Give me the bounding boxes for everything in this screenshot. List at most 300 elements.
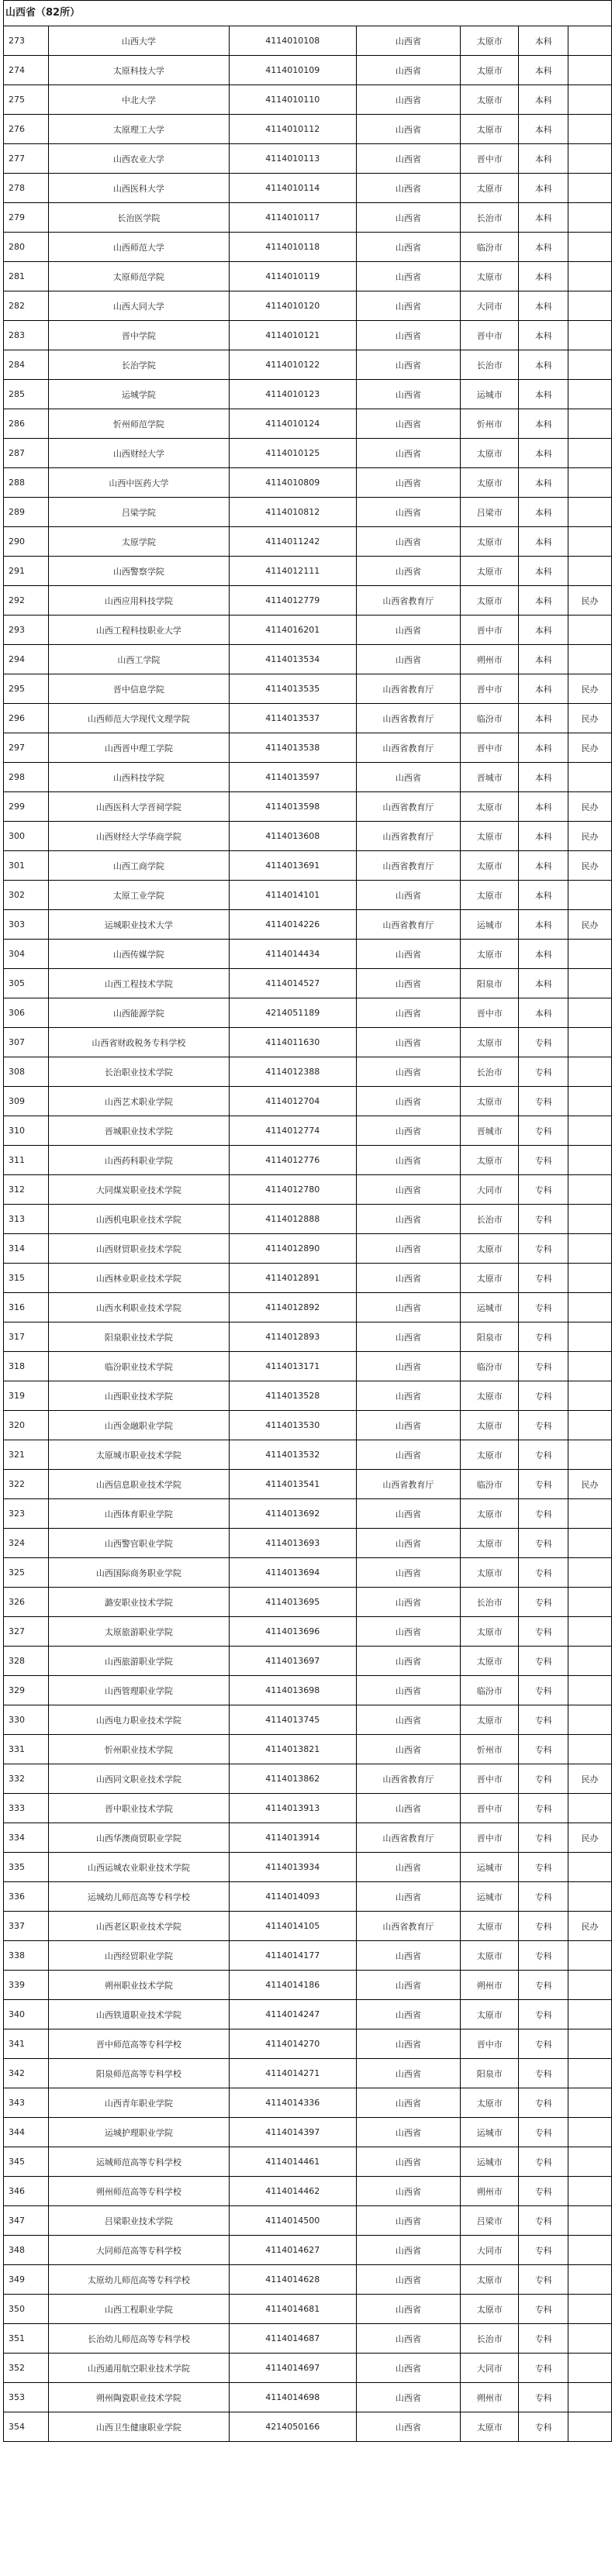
level-cell: 专科 <box>519 1322 568 1352</box>
table-row <box>4 1381 612 1411</box>
level-cell: 专科 <box>519 1705 568 1735</box>
school-code-cell: 4114011242 <box>229 527 356 557</box>
level-cell: 本科 <box>519 645 568 674</box>
city-cell: 临汾市 <box>461 233 519 262</box>
school-name-cell: 山西水利职业技术学院 <box>48 1293 229 1322</box>
authority-cell: 山西省 <box>356 85 461 115</box>
table-row <box>4 2412 612 2442</box>
authority-cell: 山西省 <box>356 2059 461 2088</box>
row-index-cell: 278 <box>4 174 49 203</box>
table-row <box>4 439 612 468</box>
level-cell: 本科 <box>519 527 568 557</box>
row-index-cell: 277 <box>4 144 49 174</box>
school-code-cell: 4114012893 <box>229 1322 356 1352</box>
table-row <box>4 645 612 674</box>
remark-cell: 民办 <box>568 586 612 616</box>
school-name-cell: 山西农业大学 <box>48 144 229 174</box>
school-code-cell: 4214051189 <box>229 998 356 1028</box>
city-cell: 忻州市 <box>461 1735 519 1764</box>
remark-cell <box>568 26 612 56</box>
school-name-cell: 山西通用航空职业技术学院 <box>48 2354 229 2383</box>
city-cell: 朔州市 <box>461 645 519 674</box>
row-index-cell: 312 <box>4 1175 49 1205</box>
row-index-cell: 273 <box>4 26 49 56</box>
school-name-cell: 山西铁道职业技术学院 <box>48 2000 229 2029</box>
row-index-cell: 331 <box>4 1735 49 1764</box>
remark-cell <box>568 1735 612 1764</box>
remark-cell: 民办 <box>568 1764 612 1794</box>
city-cell: 晋中市 <box>461 1764 519 1794</box>
city-cell: 晋中市 <box>461 733 519 763</box>
school-code-cell: 4114013528 <box>229 1381 356 1411</box>
table-row <box>4 174 612 203</box>
school-name-cell: 运城职业技术大学 <box>48 910 229 940</box>
level-cell: 专科 <box>519 2265 568 2295</box>
table-row <box>4 291 612 321</box>
school-name-cell: 山西国际商务职业学院 <box>48 1558 229 1588</box>
remark-cell <box>568 1146 612 1175</box>
school-name-cell: 潞安职业技术学院 <box>48 1588 229 1617</box>
school-name-cell: 运城护理职业学院 <box>48 2118 229 2147</box>
school-name-cell: 山西师范大学 <box>48 233 229 262</box>
authority-cell: 山西省 <box>356 1735 461 1764</box>
level-cell: 专科 <box>519 1293 568 1322</box>
remark-cell <box>568 1322 612 1352</box>
authority-cell: 山西省 <box>356 56 461 85</box>
school-name-cell: 山西体育职业学院 <box>48 1499 229 1529</box>
level-cell: 专科 <box>519 2177 568 2206</box>
city-cell: 太原市 <box>461 1087 519 1116</box>
level-cell: 本科 <box>519 792 568 822</box>
level-cell: 专科 <box>519 2000 568 2029</box>
school-name-cell: 山西华澳商贸职业学院 <box>48 1823 229 1853</box>
table-row <box>4 1411 612 1440</box>
authority-cell: 山西省教育厅 <box>356 1764 461 1794</box>
school-code-cell: 4114013821 <box>229 1735 356 1764</box>
authority-cell: 山西省 <box>356 1676 461 1705</box>
city-cell: 吕梁市 <box>461 2206 519 2236</box>
level-cell: 本科 <box>519 350 568 380</box>
city-cell: 大同市 <box>461 1175 519 1205</box>
school-name-cell: 山西工程职业学院 <box>48 2295 229 2324</box>
level-cell: 本科 <box>519 321 568 350</box>
school-code-cell: 4114014093 <box>229 1882 356 1912</box>
table-row <box>4 1057 612 1087</box>
level-cell: 本科 <box>519 616 568 645</box>
city-cell: 太原市 <box>461 1705 519 1735</box>
table-row <box>4 2236 612 2265</box>
level-cell: 本科 <box>519 262 568 291</box>
table-row <box>4 1617 612 1647</box>
level-cell: 专科 <box>519 1647 568 1676</box>
remark-cell <box>568 881 612 910</box>
table-row <box>4 822 612 851</box>
school-name-cell: 山西同文职业技术学院 <box>48 1764 229 1794</box>
remark-cell <box>568 115 612 144</box>
authority-cell: 山西省 <box>356 881 461 910</box>
table-row <box>4 262 612 291</box>
table-row <box>4 2354 612 2383</box>
level-cell: 本科 <box>519 822 568 851</box>
table-row <box>4 233 612 262</box>
level-cell: 专科 <box>519 2324 568 2354</box>
school-code-cell: 4114013598 <box>229 792 356 822</box>
school-name-cell: 长治幼儿师范高等专科学校 <box>48 2324 229 2354</box>
row-index-cell: 314 <box>4 1234 49 1264</box>
level-cell: 专科 <box>519 2088 568 2118</box>
authority-cell: 山西省 <box>356 2147 461 2177</box>
city-cell: 太原市 <box>461 1499 519 1529</box>
authority-cell: 山西省 <box>356 1705 461 1735</box>
row-index-cell: 283 <box>4 321 49 350</box>
school-code-cell: 4114013608 <box>229 822 356 851</box>
level-cell: 专科 <box>519 1116 568 1146</box>
row-index-cell: 330 <box>4 1705 49 1735</box>
row-index-cell: 353 <box>4 2383 49 2412</box>
table-row <box>4 940 612 969</box>
city-cell: 晋中市 <box>461 1794 519 1823</box>
school-code-cell: 4114014461 <box>229 2147 356 2177</box>
city-cell: 太原市 <box>461 1381 519 1411</box>
school-name-cell: 山西药科职业学院 <box>48 1146 229 1175</box>
authority-cell: 山西省 <box>356 1588 461 1617</box>
authority-cell: 山西省 <box>356 144 461 174</box>
table-row <box>4 1028 612 1057</box>
school-name-cell: 大同师范高等专科学校 <box>48 2236 229 2265</box>
row-index-cell: 339 <box>4 1971 49 2000</box>
row-index-cell: 291 <box>4 557 49 586</box>
school-code-cell: 4114013597 <box>229 763 356 792</box>
authority-cell: 山西省 <box>356 262 461 291</box>
level-cell: 专科 <box>519 2029 568 2059</box>
table-row <box>4 1293 612 1322</box>
school-name-cell: 山西职业技术学院 <box>48 1381 229 1411</box>
city-cell: 太原市 <box>461 1941 519 1971</box>
school-code-cell: 4114012388 <box>229 1057 356 1087</box>
row-index-cell: 280 <box>4 233 49 262</box>
row-index-cell: 299 <box>4 792 49 822</box>
school-name-cell: 山西经贸职业学院 <box>48 1941 229 1971</box>
school-code-cell: 4114012890 <box>229 1234 356 1264</box>
authority-cell: 山西省 <box>356 1087 461 1116</box>
school-code-cell: 4114014397 <box>229 2118 356 2147</box>
authority-cell: 山西省 <box>356 439 461 468</box>
school-name-cell: 山西医科大学晋祠学院 <box>48 792 229 822</box>
school-name-cell: 晋城职业技术学院 <box>48 1116 229 1146</box>
school-code-cell: 4114010114 <box>229 174 356 203</box>
city-cell: 长治市 <box>461 350 519 380</box>
authority-cell: 山西省 <box>356 380 461 409</box>
school-name-cell: 朔州职业技术学院 <box>48 1971 229 2000</box>
school-code-cell: 4114012704 <box>229 1087 356 1116</box>
school-name-cell: 山西师范大学现代文理学院 <box>48 704 229 733</box>
city-cell: 阳泉市 <box>461 969 519 998</box>
table-row <box>4 1764 612 1794</box>
city-cell: 太原市 <box>461 1529 519 1558</box>
level-cell: 专科 <box>519 1794 568 1823</box>
remark-cell: 民办 <box>568 822 612 851</box>
level-cell: 本科 <box>519 56 568 85</box>
level-cell: 专科 <box>519 2295 568 2324</box>
remark-cell <box>568 1941 612 1971</box>
level-cell: 专科 <box>519 1352 568 1381</box>
table-row <box>4 2147 612 2177</box>
level-cell: 专科 <box>519 1735 568 1764</box>
city-cell: 晋中市 <box>461 144 519 174</box>
city-cell: 太原市 <box>461 822 519 851</box>
row-index-cell: 293 <box>4 616 49 645</box>
school-name-cell: 山西能源学院 <box>48 998 229 1028</box>
school-name-cell: 运城师范高等专科学校 <box>48 2147 229 2177</box>
school-code-cell: 4114012774 <box>229 1116 356 1146</box>
row-index-cell: 316 <box>4 1293 49 1322</box>
authority-cell: 山西省 <box>356 1057 461 1087</box>
remark-cell <box>568 85 612 115</box>
school-code-cell: 4114013171 <box>229 1352 356 1381</box>
school-code-cell: 4114010124 <box>229 409 356 439</box>
table-row <box>4 616 612 645</box>
city-cell: 太原市 <box>461 2295 519 2324</box>
table-row <box>4 1499 612 1529</box>
level-cell: 本科 <box>519 851 568 881</box>
table-row <box>4 2383 612 2412</box>
table-row <box>4 1322 612 1352</box>
remark-cell <box>568 2118 612 2147</box>
table-row <box>4 1234 612 1264</box>
school-name-cell: 运城学院 <box>48 380 229 409</box>
row-index-cell: 297 <box>4 733 49 763</box>
school-code-cell: 4114010109 <box>229 56 356 85</box>
school-name-cell: 山西大学 <box>48 26 229 56</box>
school-name-cell: 山西老区职业技术学院 <box>48 1912 229 1941</box>
school-name-cell: 忻州师范学院 <box>48 409 229 439</box>
city-cell: 运城市 <box>461 2147 519 2177</box>
remark-cell <box>568 2412 612 2442</box>
school-name-cell: 山西电力职业技术学院 <box>48 1705 229 1735</box>
authority-cell: 山西省 <box>356 2236 461 2265</box>
remark-cell <box>568 1529 612 1558</box>
authority-cell: 山西省 <box>356 115 461 144</box>
level-cell: 本科 <box>519 557 568 586</box>
remark-cell <box>568 763 612 792</box>
school-name-cell: 山西省财政税务专科学校 <box>48 1028 229 1057</box>
school-name-cell: 山西中医药大学 <box>48 468 229 498</box>
school-name-cell: 山西管理职业学院 <box>48 1676 229 1705</box>
row-index-cell: 275 <box>4 85 49 115</box>
table-row <box>4 1971 612 2000</box>
row-index-cell: 300 <box>4 822 49 851</box>
city-cell: 临汾市 <box>461 1470 519 1499</box>
authority-cell: 山西省 <box>356 1882 461 1912</box>
table-row <box>4 1794 612 1823</box>
level-cell: 专科 <box>519 1588 568 1617</box>
authority-cell: 山西省 <box>356 1440 461 1470</box>
row-index-cell: 309 <box>4 1087 49 1116</box>
authority-cell: 山西省 <box>356 1028 461 1057</box>
table-row <box>4 851 612 881</box>
row-index-cell: 310 <box>4 1116 49 1146</box>
table-row <box>4 1146 612 1175</box>
remark-cell <box>568 645 612 674</box>
school-name-cell: 山西工程技术学院 <box>48 969 229 998</box>
school-code-cell: 4114010122 <box>229 350 356 380</box>
row-index-cell: 285 <box>4 380 49 409</box>
authority-cell: 山西省 <box>356 2354 461 2383</box>
city-cell: 太原市 <box>461 1234 519 1264</box>
table-row <box>4 1470 612 1499</box>
school-code-cell: 4114010113 <box>229 144 356 174</box>
authority-cell: 山西省教育厅 <box>356 733 461 763</box>
school-name-cell: 太原幼儿师范高等专科学校 <box>48 2265 229 2295</box>
level-cell: 本科 <box>519 498 568 527</box>
authority-cell: 山西省 <box>356 409 461 439</box>
city-cell: 太原市 <box>461 1411 519 1440</box>
row-index-cell: 281 <box>4 262 49 291</box>
city-cell: 朔州市 <box>461 2177 519 2206</box>
table-row <box>4 1676 612 1705</box>
row-index-cell: 343 <box>4 2088 49 2118</box>
remark-cell <box>568 998 612 1028</box>
remark-cell <box>568 616 612 645</box>
city-cell: 晋中市 <box>461 321 519 350</box>
school-name-cell: 山西机电职业技术学院 <box>48 1205 229 1234</box>
remark-cell <box>568 56 612 85</box>
school-code-cell: 4114013532 <box>229 1440 356 1470</box>
remark-cell <box>568 2147 612 2177</box>
school-name-cell: 晋中信息学院 <box>48 674 229 704</box>
remark-cell <box>568 2236 612 2265</box>
table-row <box>4 586 612 616</box>
row-index-cell: 334 <box>4 1823 49 1853</box>
school-code-cell: 4114014186 <box>229 1971 356 2000</box>
city-cell: 临汾市 <box>461 1352 519 1381</box>
row-index-cell: 347 <box>4 2206 49 2236</box>
school-code-cell: 4114010125 <box>229 439 356 468</box>
remark-cell <box>568 1175 612 1205</box>
authority-cell: 山西省教育厅 <box>356 822 461 851</box>
table-row <box>4 321 612 350</box>
table-row <box>4 557 612 586</box>
table-row <box>4 144 612 174</box>
table-row <box>4 2088 612 2118</box>
row-index-cell: 321 <box>4 1440 49 1470</box>
remark-cell <box>568 1794 612 1823</box>
authority-cell: 山西省 <box>356 2088 461 2118</box>
school-code-cell: 4114010120 <box>229 291 356 321</box>
school-code-cell: 4114014627 <box>229 2236 356 2265</box>
table-row <box>4 704 612 733</box>
school-name-cell: 长治医学院 <box>48 203 229 233</box>
row-index-cell: 292 <box>4 586 49 616</box>
level-cell: 本科 <box>519 26 568 56</box>
authority-cell: 山西省 <box>356 2206 461 2236</box>
row-index-cell: 349 <box>4 2265 49 2295</box>
level-cell: 本科 <box>519 174 568 203</box>
school-name-cell: 山西大同大学 <box>48 291 229 321</box>
level-cell: 专科 <box>519 1028 568 1057</box>
school-name-cell: 临汾职业技术学院 <box>48 1352 229 1381</box>
row-index-cell: 345 <box>4 2147 49 2177</box>
school-code-cell: 4114013697 <box>229 1647 356 1676</box>
school-name-cell: 山西艺术职业学院 <box>48 1087 229 1116</box>
city-cell: 太原市 <box>461 1440 519 1470</box>
remark-cell <box>568 2324 612 2354</box>
remark-cell: 民办 <box>568 910 612 940</box>
school-name-cell: 山西传媒学院 <box>48 940 229 969</box>
table-row <box>4 350 612 380</box>
city-cell: 晋中市 <box>461 998 519 1028</box>
city-cell: 太原市 <box>461 174 519 203</box>
level-cell: 本科 <box>519 115 568 144</box>
authority-cell: 山西省教育厅 <box>356 586 461 616</box>
school-code-cell: 4114013694 <box>229 1558 356 1588</box>
level-cell: 本科 <box>519 704 568 733</box>
city-cell: 太原市 <box>461 851 519 881</box>
table-row <box>4 85 612 115</box>
school-code-cell: 4114014687 <box>229 2324 356 2354</box>
school-name-cell: 中北大学 <box>48 85 229 115</box>
city-cell: 太原市 <box>461 1264 519 1293</box>
school-code-cell: 4114014698 <box>229 2383 356 2412</box>
school-code-cell: 4114014462 <box>229 2177 356 2206</box>
authority-cell: 山西省 <box>356 1941 461 1971</box>
row-index-cell: 284 <box>4 350 49 380</box>
remark-cell <box>568 1381 612 1411</box>
school-code-cell: 4114011630 <box>229 1028 356 1057</box>
row-index-cell: 323 <box>4 1499 49 1529</box>
row-index-cell: 308 <box>4 1057 49 1087</box>
row-index-cell: 319 <box>4 1381 49 1411</box>
city-cell: 太原市 <box>461 85 519 115</box>
school-name-cell: 太原工业学院 <box>48 881 229 910</box>
level-cell: 专科 <box>519 1558 568 1588</box>
row-index-cell: 276 <box>4 115 49 144</box>
remark-cell <box>568 2265 612 2295</box>
table-row <box>4 1853 612 1882</box>
authority-cell: 山西省教育厅 <box>356 674 461 704</box>
authority-cell: 山西省 <box>356 1264 461 1293</box>
school-code-cell: 4114013537 <box>229 704 356 733</box>
table-row <box>4 2118 612 2147</box>
row-index-cell: 317 <box>4 1322 49 1352</box>
school-code-cell: 4114013691 <box>229 851 356 881</box>
city-cell: 运城市 <box>461 2118 519 2147</box>
table-row <box>4 1705 612 1735</box>
row-index-cell: 340 <box>4 2000 49 2029</box>
remark-cell <box>568 1882 612 1912</box>
row-index-cell: 298 <box>4 763 49 792</box>
authority-cell: 山西省 <box>356 1529 461 1558</box>
school-code-cell: 4114010809 <box>229 468 356 498</box>
school-code-cell: 4114010119 <box>229 262 356 291</box>
school-code-cell: 4114013934 <box>229 1853 356 1882</box>
remark-cell <box>568 468 612 498</box>
row-index-cell: 307 <box>4 1028 49 1057</box>
city-cell: 运城市 <box>461 380 519 409</box>
school-name-cell: 晋中职业技术学院 <box>48 1794 229 1823</box>
remark-cell <box>568 1705 612 1735</box>
city-cell: 大同市 <box>461 291 519 321</box>
authority-cell: 山西省 <box>356 1499 461 1529</box>
school-name-cell: 晋中师范高等专科学校 <box>48 2029 229 2059</box>
level-cell: 专科 <box>519 1234 568 1264</box>
school-code-cell: 4114013913 <box>229 1794 356 1823</box>
table-title: 山西省（82所） <box>3 0 612 26</box>
school-code-cell: 4114010117 <box>229 203 356 233</box>
remark-cell <box>568 2088 612 2118</box>
city-cell: 晋城市 <box>461 763 519 792</box>
table-row <box>4 998 612 1028</box>
